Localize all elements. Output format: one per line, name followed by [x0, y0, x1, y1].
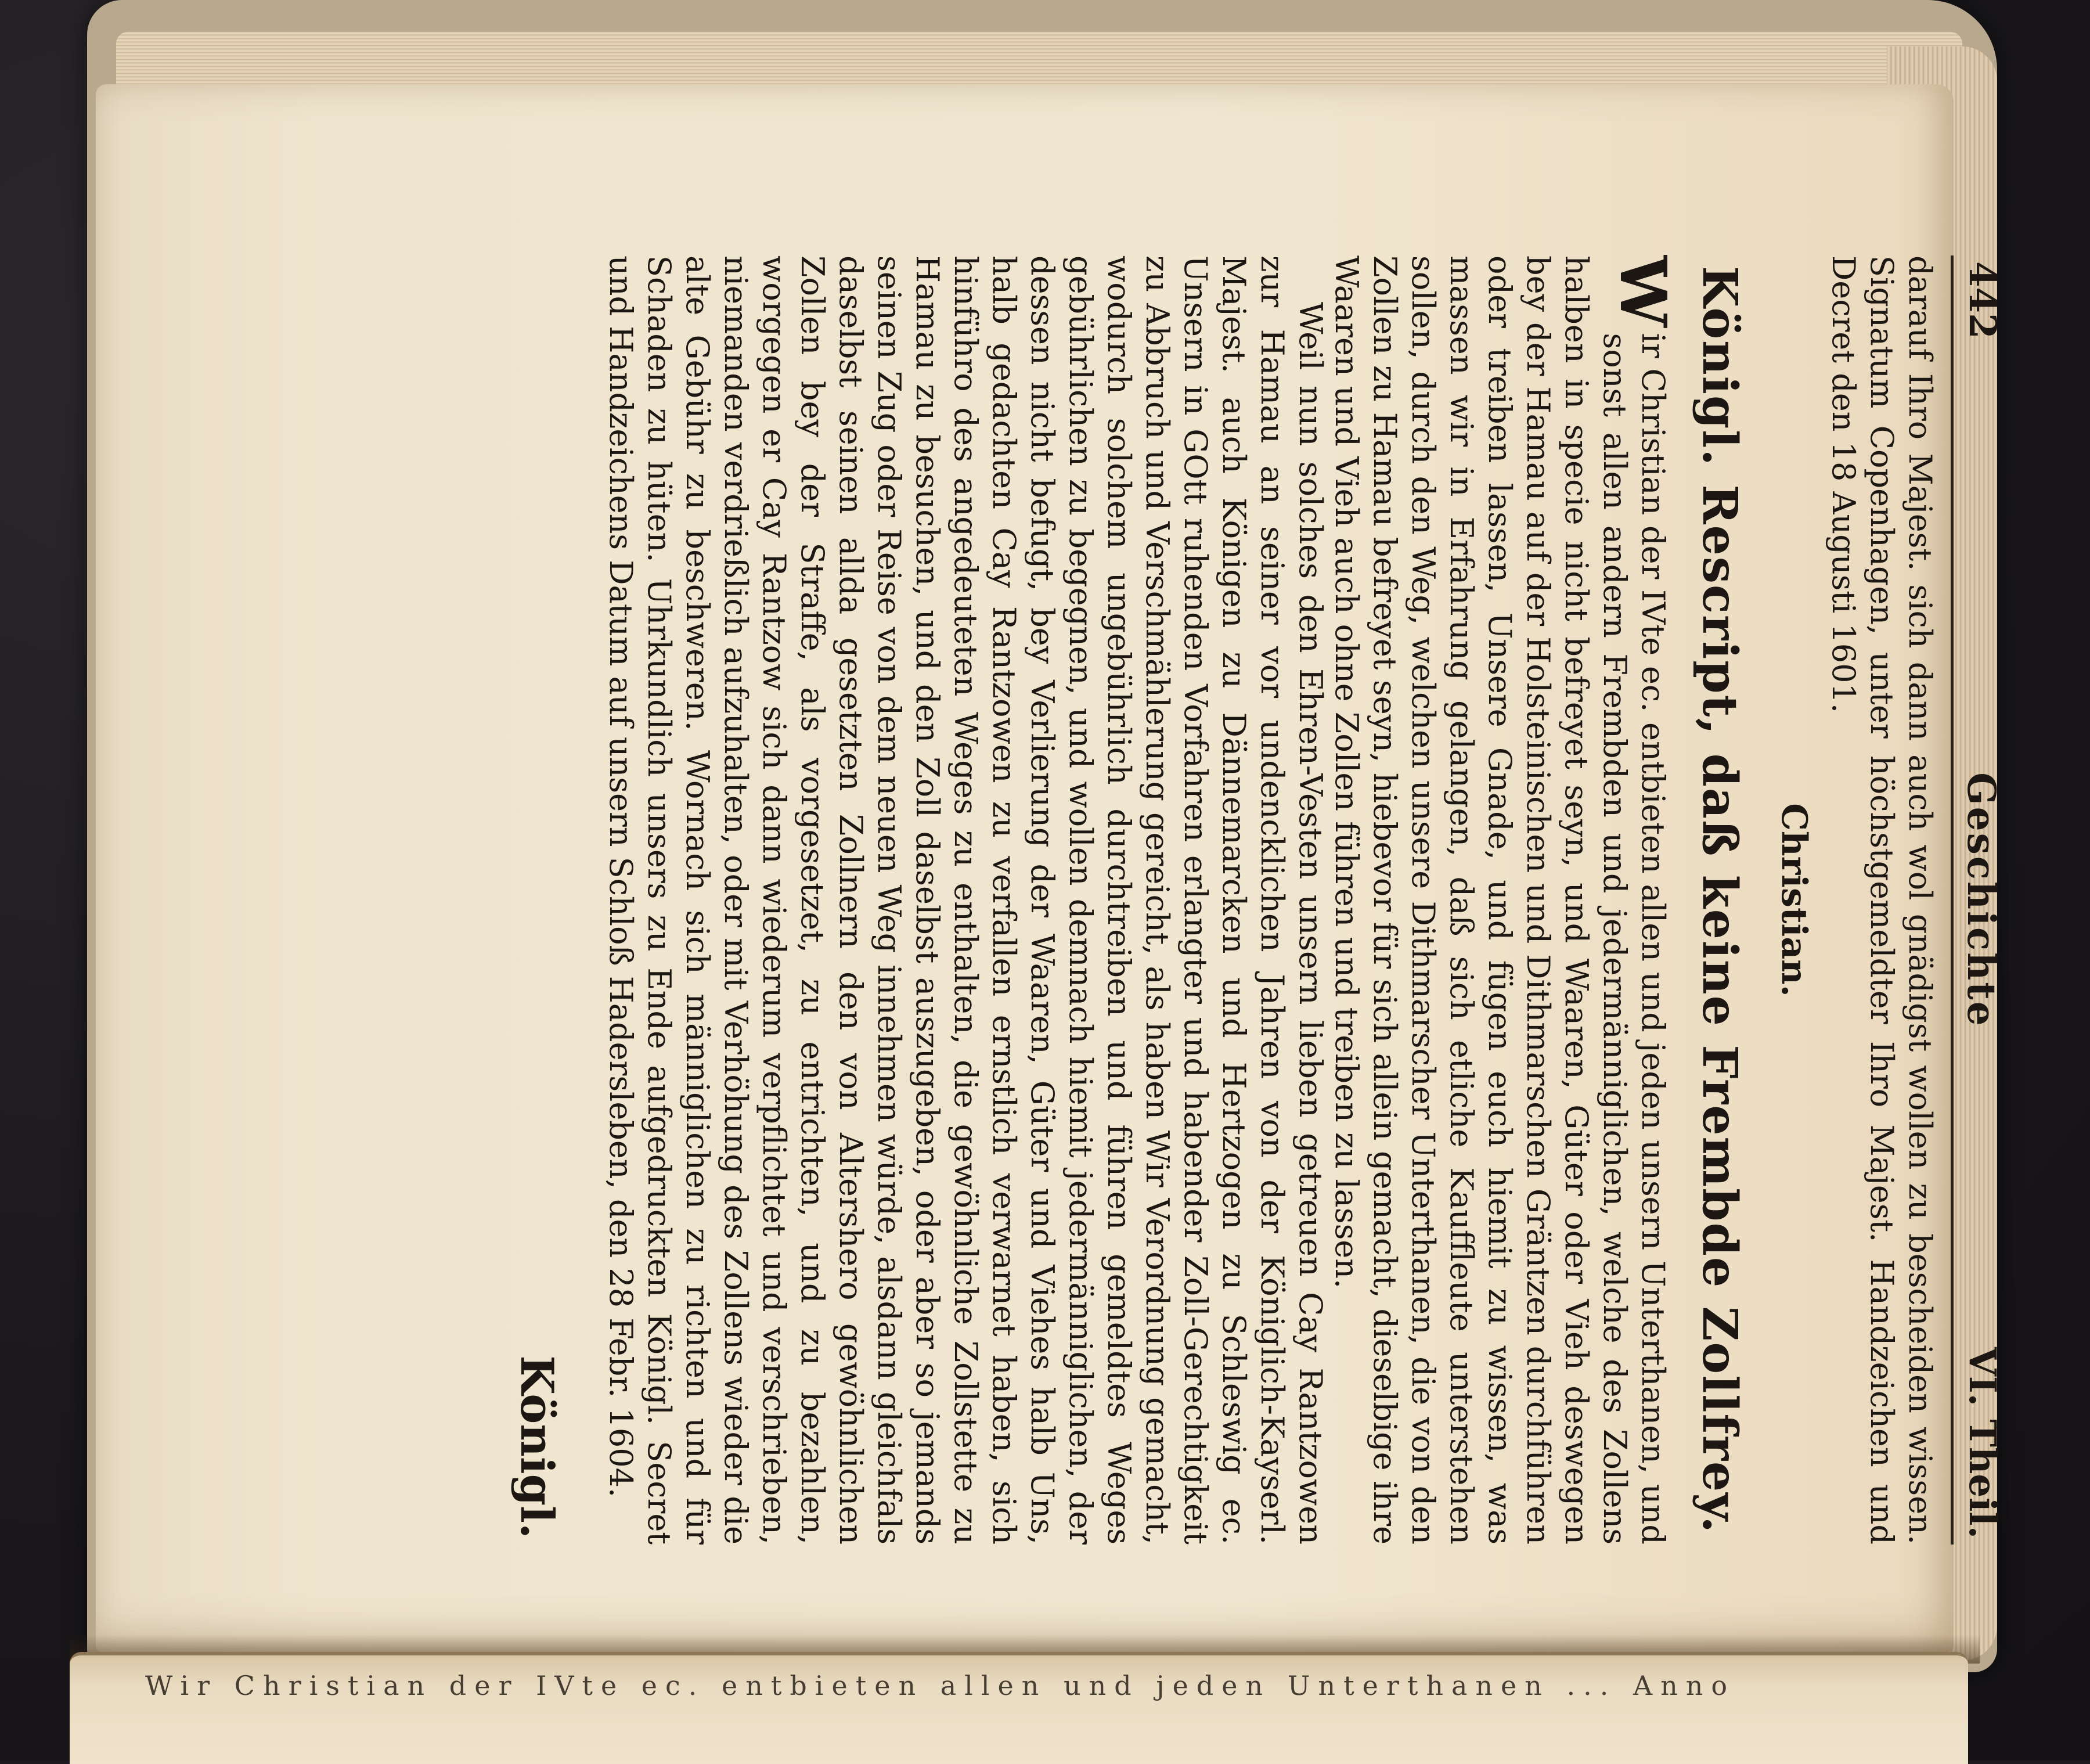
- rescript-paragraph-2: Weil nun solches den Ehren-Vesten unsern lieben getreuen Cay Rantzowen zur Hamau an seiner vor undencklichen Jahren von der Königlich-Kayserl. Majest. auch Königen zu Dännemarcken und Hertzogen zu Schleswig ec. Unsern in GOtt ruhenden Vorfahren erlangter und habender Zoll-Gerechtigkeit zu Abbruch und Verschmählerung gereicht, als haben Wir Verordnung gemacht, wodurch solchem ungebührlich durchtreiben und führen gemeldtes Weges gebührlichen zu begegnen, und wollen demnach hiemit jedermänniglichen, der dessen nicht befugt, bey Verlierung der Waaren, Güter und Viehes halb Uns, halb gedachten Cay Rantzowen zu verfallen ernstlich verwarnet haben, sich hinführo des angedeuteten Weges zu enthalten, die gewöhnliche Zollstette zu Hamau zu besuchen, und den Zoll daselbst auszugeben, oder aber so jemands seinen Zug oder Reise von dem neuen Weg innehmen würde, alsdann gleichfals daselbst seinen allda gesetzten Zollnern den von Altershero gewöhnlichen Zollen bey der Straffe, als vorgesetzet, zu entrichten, und zu bezahlen, worgegen er Cay Rantzow sich dann wiederum verpflichtet und verschrieben, niemanden verdrießlich aufzuhalten, oder mit Verhöhung des Zollens wieder die alte Gebühr zu beschweren. Wornach sich männiglichen zu richten und für Schaden zu hüten. Uhrkundlich unsers zu Ende aufgedruckten Königl. Secret und Handzeichens Datum auf unsern Schloß Hadersleben, den 28 Febr. 1604.: [603, 255, 1329, 1545]
- catchword: Königl.: [510, 1355, 563, 1539]
- intro-paragraph: darauf Ihro Majest. sich dann auch wol gnädigst wollen zu bescheiden wissen. Signatum Copenhagen, unter höchstgemeldter Ihro Majest. Handzeichen und Decret den 18 Augusti 1601.: [1825, 255, 1938, 1545]
- rescript-paragraph-1: [1327, 255, 1681, 1545]
- facing-page-fragment: [0, 1666, 2090, 1761]
- signature: Christian.: [1774, 803, 1814, 997]
- page-number: 442: [1961, 261, 2004, 339]
- drop-initial: W: [1606, 255, 1681, 327]
- page-text-block: [499, 255, 2009, 1545]
- page-header: [1951, 255, 2009, 1545]
- running-title: Geschichte: [1959, 772, 2004, 1028]
- part-label: VI. Theil.: [1961, 1347, 2004, 1539]
- facing-page-text: Wir Christian der IVte ec. entbieten allen und jeden Unterthanen ... Anno: [145, 1670, 1736, 1701]
- section-heading: Königl. Rescript, daß keine Frembde Zollfrey.: [1692, 266, 1747, 1534]
- rescript-paragraph-1-text: ir Christian der IVte ec. entbieten allen und jeden unsern Unterthanen, und sonst allen andern Frembden und jedermänniglichen, welche des Zollens halben in specie nicht befreyet seyn, und Waaren, Güter oder Vieh deswegen bey der Hamau auf der Holsteinischen und Dithmarschen Gräntzen durchführen oder treiben lassen, Unsere Gnade, und fügen euch hiemit zu wissen, was massen wir in Erfahrung gelangen, daß sich etliche Kauffleute unterstehen sollen, durch den Weg, welchen unsere Dithmarscher Unterthanen, die von den Zollen zu Hamau befreyet seyn, hiebevor für sich allein gemacht, dieselbige ihre Waaren und Vieh auch ohne Zollen führen und treiben zu lassen.: [1328, 255, 1671, 1545]
